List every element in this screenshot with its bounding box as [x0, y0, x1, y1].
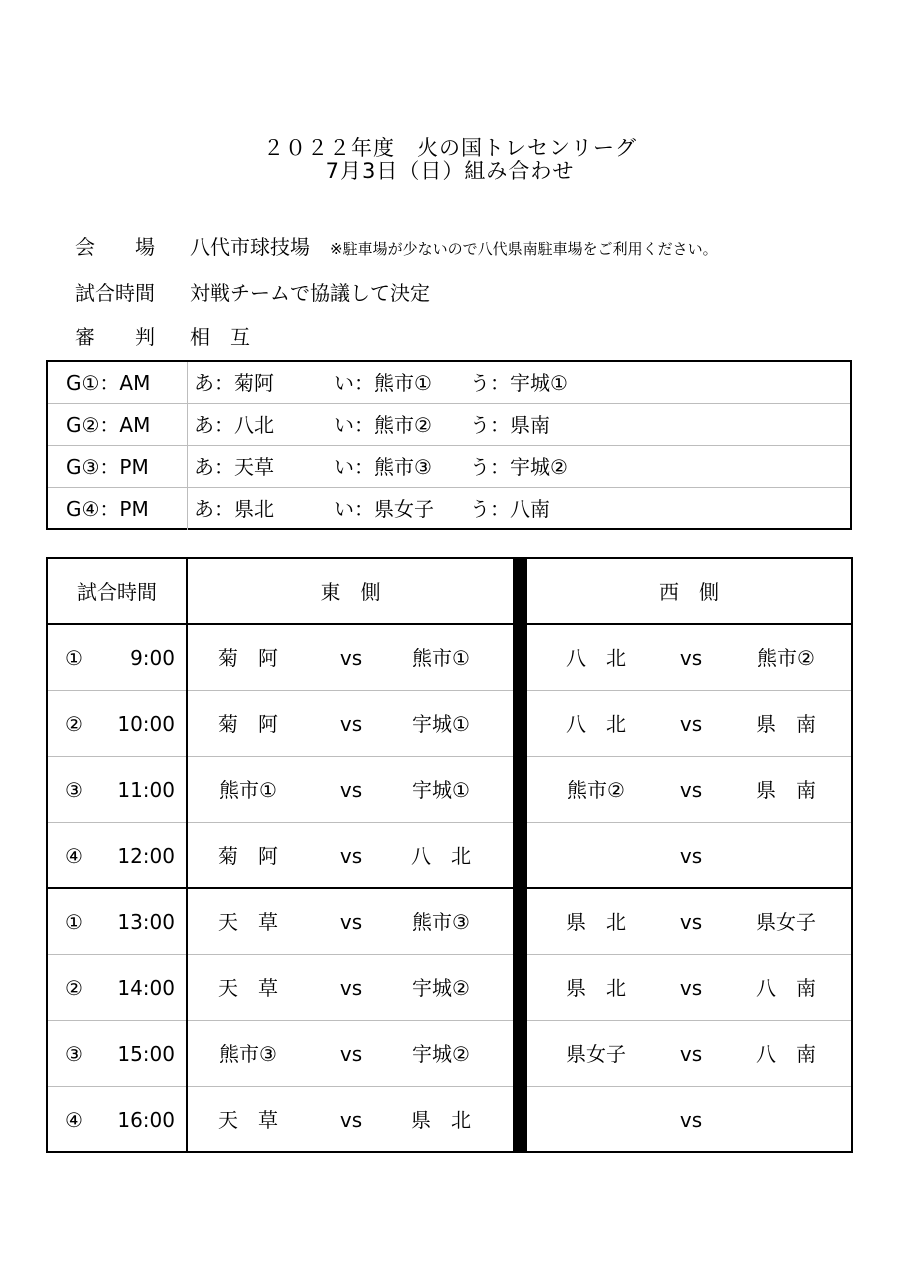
schedule-row [48, 1021, 851, 1087]
east-team-2: 熊市③ [412, 910, 470, 934]
east-team-1: 熊市① [219, 778, 277, 802]
match-time-line [75, 281, 430, 305]
schedule-row [48, 955, 851, 1021]
group-row [48, 446, 850, 488]
header-west: 西 側 [659, 580, 719, 604]
west-team-1: 八 北 [566, 646, 626, 670]
match-time: 11:00 [117, 778, 175, 802]
group-team-a: あ：菊阿 [194, 371, 274, 395]
schedule-row [48, 625, 851, 691]
west-team-2: 八 南 [756, 1042, 816, 1066]
group-label: G②：AM [66, 413, 151, 437]
venue-label: 会 場 [75, 235, 155, 259]
group-team-u: う：宇城① [470, 371, 568, 395]
group-row [48, 488, 850, 530]
west-team-2: 県 南 [756, 712, 816, 736]
group-row [48, 404, 850, 446]
group-team-i: い：県女子 [334, 497, 434, 521]
east-team-1: 天 草 [218, 976, 278, 1000]
match-time: 12:00 [117, 844, 175, 868]
group-team-u: う：宇城② [470, 455, 568, 479]
group-label: G①：AM [66, 371, 151, 395]
west-vs: vs [679, 1042, 703, 1066]
group-team-a: あ：県北 [194, 497, 274, 521]
west-vs: vs [679, 712, 703, 736]
west-team-1: 熊市② [567, 778, 625, 802]
group-label: G④：PM [66, 497, 149, 521]
west-vs: vs [679, 976, 703, 1000]
match-time: 15:00 [117, 1042, 175, 1066]
west-team-1: 県 北 [566, 910, 626, 934]
match-number: ① [65, 910, 83, 934]
west-team-1: 県女子 [566, 1042, 626, 1066]
schedule-row [48, 1087, 851, 1153]
group-team-a: あ：八北 [194, 413, 274, 437]
west-team-1: 八 北 [566, 712, 626, 736]
group-table [46, 360, 852, 530]
west-vs: vs [679, 646, 703, 670]
header-time: 試合時間 [77, 580, 157, 604]
match-time: 10:00 [117, 712, 175, 736]
west-team-2: 熊市② [757, 646, 815, 670]
match-time: 13:00 [117, 910, 175, 934]
document-subtitle-date: 7月3日（日）組み合わせ [325, 159, 575, 183]
match-number: ③ [65, 1042, 83, 1066]
west-team-2: 県 南 [756, 778, 816, 802]
east-vs: vs [339, 778, 363, 802]
group-team-a: あ：天草 [194, 455, 274, 479]
east-vs: vs [339, 910, 363, 934]
east-team-2: 宇城② [412, 1042, 470, 1066]
venue-line [75, 235, 718, 261]
east-team-1: 菊 阿 [218, 712, 278, 736]
east-team-1: 天 草 [218, 1108, 278, 1132]
match-time-label: 試合時間 [75, 281, 155, 305]
west-team-2: 八 南 [756, 976, 816, 1000]
schedule-row [48, 757, 851, 823]
referee-value: 相 互 [190, 325, 250, 349]
match-number: ② [65, 976, 83, 1000]
west-vs: vs [679, 844, 703, 868]
east-vs: vs [339, 712, 363, 736]
east-team-1: 菊 阿 [218, 646, 278, 670]
east-team-2: 宇城② [412, 976, 470, 1000]
venue-note: ※駐車場が少ないので八代県南駐車場をご利用ください。 [330, 240, 718, 258]
match-time: 14:00 [117, 976, 175, 1000]
group-team-i: い：熊市③ [334, 455, 432, 479]
schedule-row [48, 823, 851, 889]
match-time-value: 対戦チームで協議して決定 [190, 281, 430, 305]
schedule-table [46, 557, 853, 1153]
group-team-u: う：県南 [470, 413, 550, 437]
east-team-1: 熊市③ [219, 1042, 277, 1066]
schedule-row [48, 691, 851, 757]
match-time: 16:00 [117, 1108, 175, 1132]
schedule-header [48, 559, 851, 625]
group-row [48, 362, 850, 404]
document-title: ２０２２年度 火の国トレセンリーグ [263, 136, 637, 160]
referee-label: 審 判 [75, 325, 155, 349]
east-team-2: 熊市① [412, 646, 470, 670]
time-column-divider [186, 559, 188, 1151]
match-time: 9:00 [130, 646, 175, 670]
east-vs: vs [339, 844, 363, 868]
west-team-2: 県女子 [756, 910, 816, 934]
referee-line [75, 325, 250, 349]
group-team-i: い：熊市① [334, 371, 432, 395]
east-vs: vs [339, 976, 363, 1000]
east-vs: vs [339, 646, 363, 670]
east-team-2: 宇城① [412, 778, 470, 802]
match-number: ③ [65, 778, 83, 802]
east-team-1: 菊 阿 [218, 844, 278, 868]
east-vs: vs [339, 1042, 363, 1066]
west-team-1: 県 北 [566, 976, 626, 1000]
west-vs: vs [679, 1108, 703, 1132]
match-number: ④ [65, 1108, 83, 1132]
west-vs: vs [679, 910, 703, 934]
west-vs: vs [679, 778, 703, 802]
match-number: ① [65, 646, 83, 670]
east-team-2: 宇城① [412, 712, 470, 736]
match-number: ④ [65, 844, 83, 868]
east-team-1: 天 草 [218, 910, 278, 934]
header-east: 東 側 [320, 580, 381, 604]
east-vs: vs [339, 1108, 363, 1132]
schedule-row [48, 889, 851, 955]
venue-value: 八代市球技場 [190, 235, 310, 259]
group-label: G③：PM [66, 455, 149, 479]
east-team-2: 県 北 [411, 1108, 471, 1132]
group-team-i: い：熊市② [334, 413, 432, 437]
group-team-u: う：八南 [470, 497, 550, 521]
east-west-divider [513, 559, 527, 1151]
match-number: ② [65, 712, 83, 736]
east-team-2: 八 北 [411, 844, 471, 868]
